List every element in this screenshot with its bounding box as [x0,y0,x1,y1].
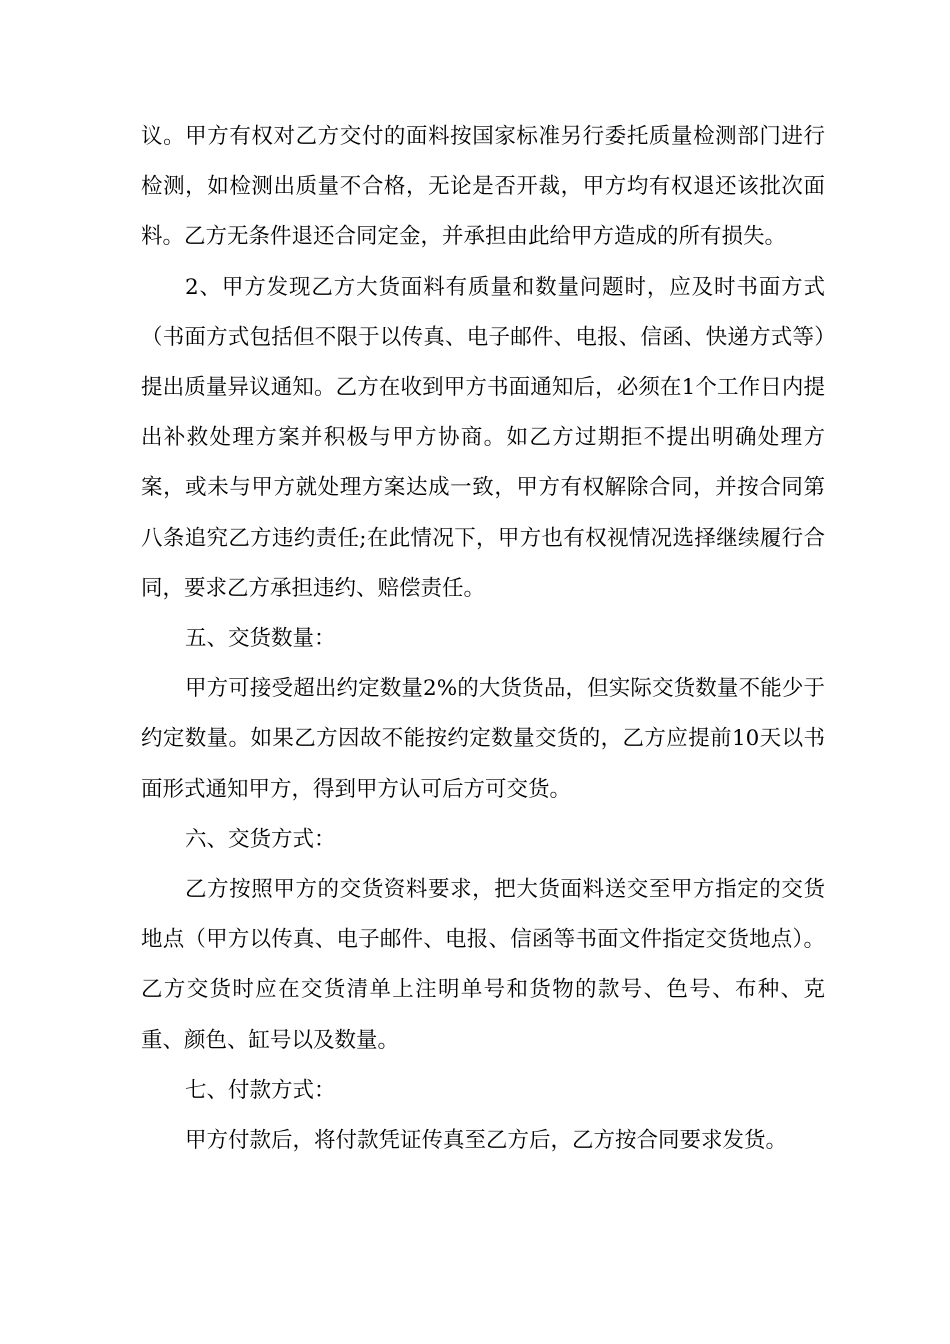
paragraph-payment-method: 甲方付款后，将付款凭证传真至乙方后，乙方按合同要求发货。 [185,1128,788,1154]
section-heading-payment-method: 七、付款方式： [185,1077,336,1103]
paragraph-quality-objection: 2、甲方发现乙方大货面料有质量和数量问题时，应及时书面方式（书面方式包括但不限于以传真、电子邮件、电报、信函、快递方式等）提出质量异议通知。乙方在收到甲方书面通知后，必须在1个工作日内提出补救处理方案并积极与甲方协商。如乙方过期拒不提出明确处理方案，或未与甲方就处理方案达成一致，甲方有权解除合同，并按合同第八条追究乙方违约责任;在此情况下，甲方也有权视情况选择继续履行合同，要求乙方承担违约、赔偿责任。 [141,274,825,601]
document-body [141,112,825,1166]
paragraph-delivery-quantity: 甲方可接受超出约定数量2%的大货货品，但实际交货数量不能少于约定数量。如果乙方因故不能按约定数量交货的，乙方应提前10天以书面形式通知甲方，得到甲方认可后方可交货。 [141,676,825,802]
paragraph-delivery-method: 乙方按照甲方的交货资料要求，把大货面料送交至甲方指定的交货地点（甲方以传真、电子邮件、电报、信函等书面文件指定交货地点）。乙方交货时应在交货清单上注明单号和货物的款号、色号、布种、克重、颜色、缸号以及数量。 [141,877,825,1053]
section-heading-delivery-method: 六、交货方式： [185,826,336,852]
paragraph-quality-inspection: 议。甲方有权对乙方交付的面料按国家标准另行委托质量检测部门进行检测，如检测出质量不合格，无论是否开裁，甲方均有权退还该批次面料。乙方无条件退还合同定金，并承担由此给甲方造成的所有损失。 [141,124,825,250]
section-heading-delivery-quantity: 五、交货数量： [185,626,336,652]
